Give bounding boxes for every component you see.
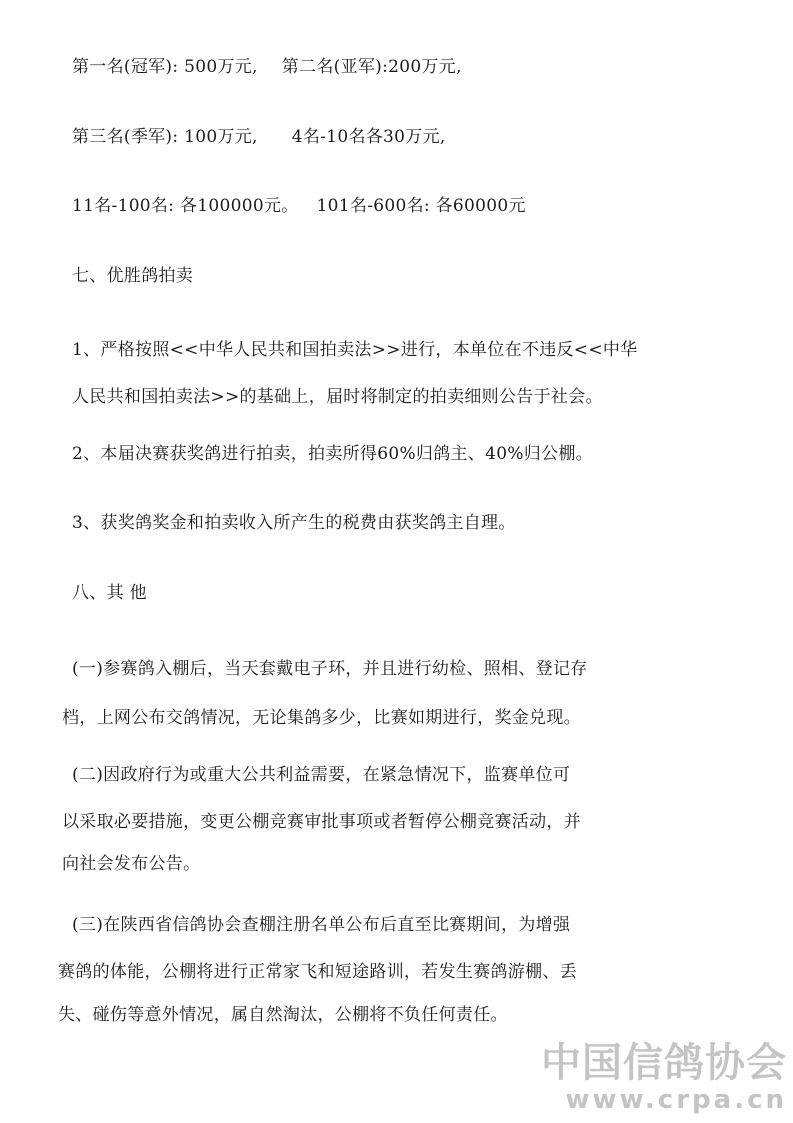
- watermark-url: www.crpa.cn: [565, 1085, 787, 1115]
- prize-line-1: [72, 56, 462, 78]
- prize-first-second-text-a: 第一名(冠军): 500万元,: [72, 57, 258, 77]
- section-7-item-1-line-1: 1、严格按照<<中华人民共和国拍卖法>>进行，本单位在不违反<<中华: [72, 340, 638, 360]
- section-8-para-3-line-2: 赛鸽的体能，公棚将进行正常家飞和短途路训，若发生赛鸽游棚、丢: [58, 962, 577, 982]
- section-7-item-2: 2、本届决赛获奖鸽进行拍卖，拍卖所得60%归鸽主、40%归公棚。: [72, 444, 593, 464]
- section-8-heading: 八、其 他: [72, 583, 147, 603]
- prize-line-3: [72, 195, 526, 217]
- section-8-para-3-line-3: 失、碰伤等意外情况，属自然淘汰，公棚将不负任何责任。: [58, 1005, 508, 1025]
- section-7-item-3: 3、获奖鸽奖金和拍卖收入所产生的税费由获奖鸽主自理。: [72, 513, 516, 533]
- prize-4-10-text: 4名-10名各30万元,: [291, 127, 446, 147]
- section-8-para-3-line-1: (三)在陕西省信鸽协会查棚注册名单公布后直至比赛期间，为增强: [72, 915, 571, 935]
- prize-101-600-text: 101名-600名: 各60000元: [316, 196, 526, 216]
- section-7-heading: 七、优胜鸽拍卖: [72, 266, 194, 286]
- prize-third-text: 第三名(季军): 100万元,: [72, 127, 258, 147]
- section-8-para-2-line-2: 以采取必要措施，变更公棚竞赛审批事项或者暂停公棚竞赛活动，并: [62, 812, 581, 832]
- section-8-para-2-line-1: (二)因政府行为或重大公共利益需要，在紧急情况下，监赛单位可: [72, 765, 571, 785]
- prize-line-2: [72, 126, 446, 148]
- section-8-para-1-line-1: (一)参赛鸽入棚后，当天套戴电子环，并且进行幼检、照相、登记存: [72, 659, 588, 679]
- prize-11-100-text: 11名-100名: 各100000元。: [72, 196, 299, 216]
- watermark-org-name: 中国信鸽协会: [541, 1040, 787, 1086]
- watermark: [541, 1041, 787, 1115]
- section-8-para-1-line-2: 档，上网公布交鸽情况，无论集鸽多少，比赛如期进行，奖金兑现。: [62, 708, 581, 728]
- section-8-para-2-line-3: 向社会发布公告。: [62, 854, 201, 874]
- prize-first-second-text-b: 第二名(亚军):200万元,: [281, 57, 462, 77]
- section-7-item-1-line-2: 人民共和国拍卖法>>的基础上，届时将制定的拍卖细则公告于社会。: [72, 387, 603, 407]
